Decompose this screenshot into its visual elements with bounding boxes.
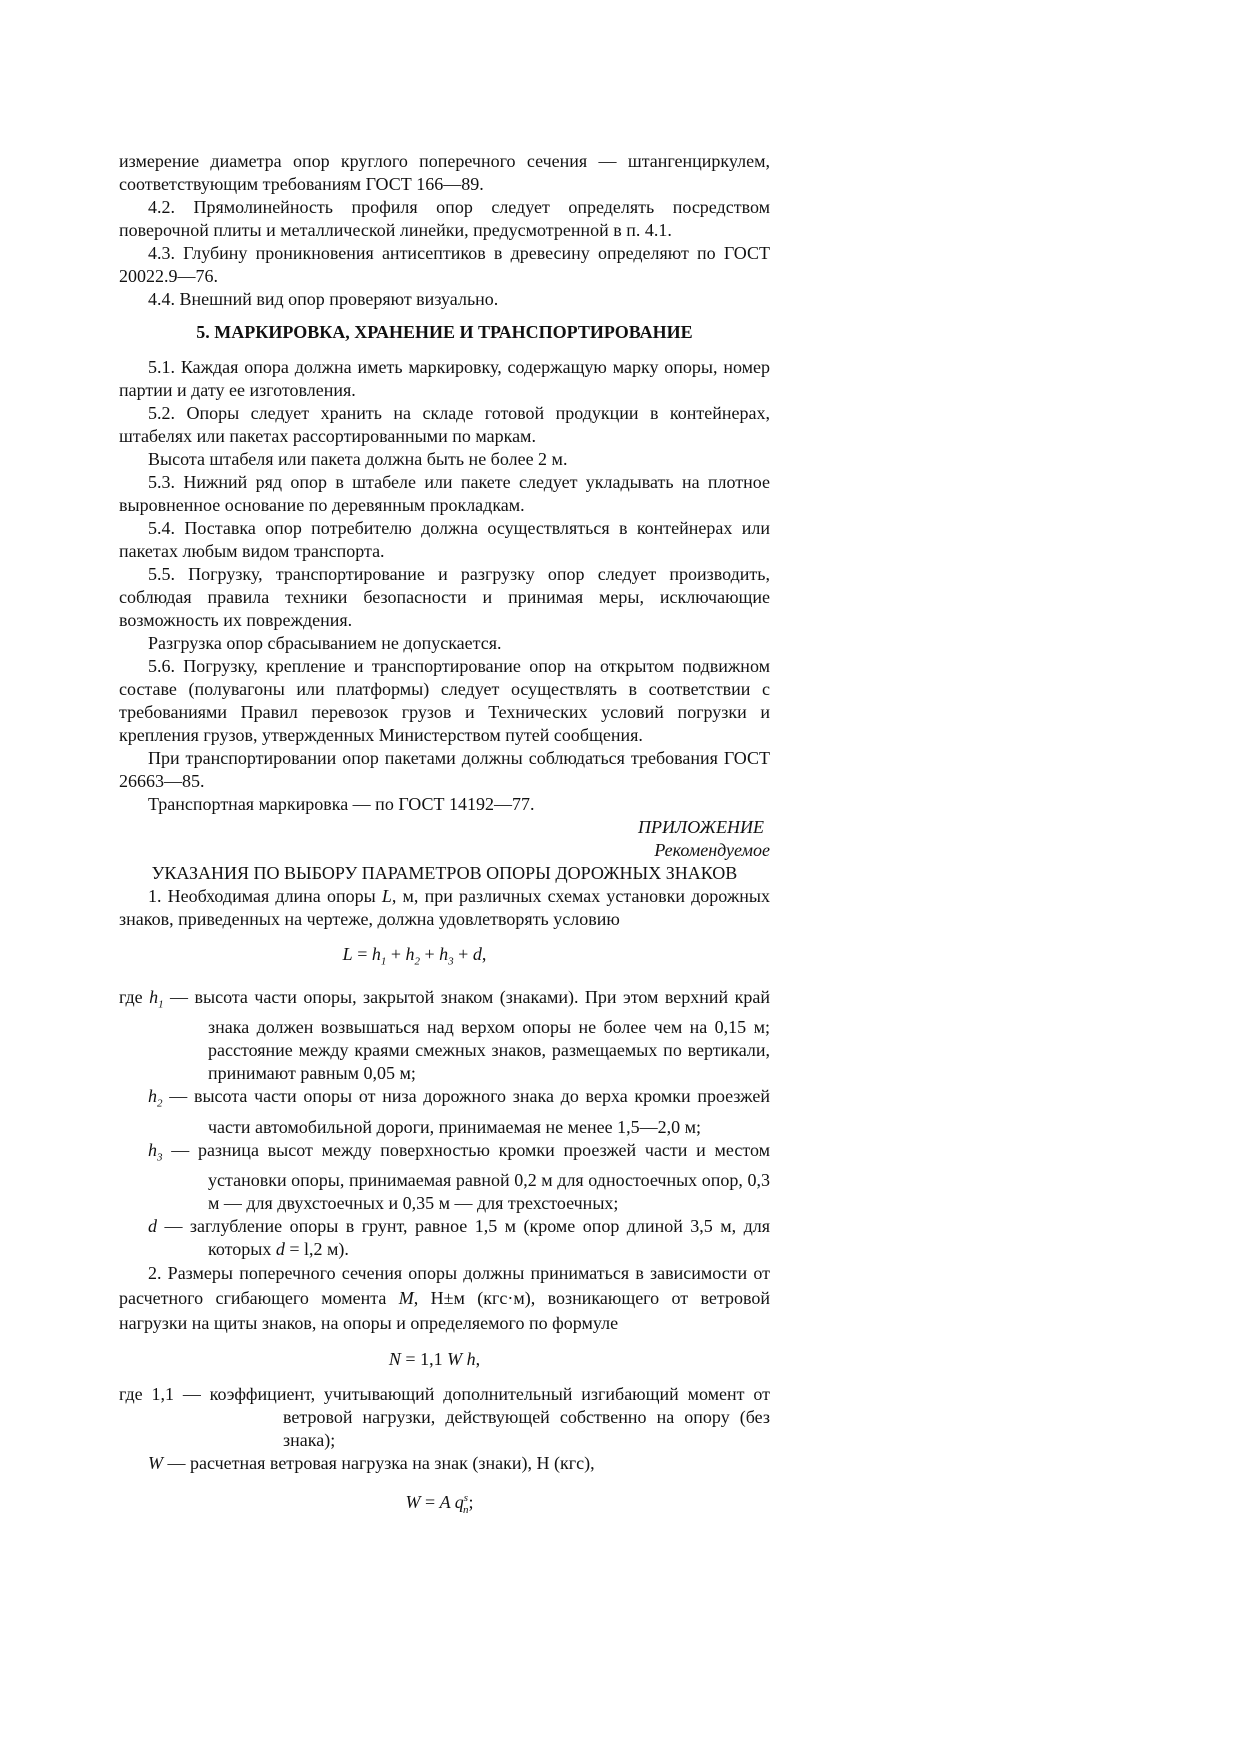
formula-length bbox=[119, 943, 770, 974]
definition-h1 bbox=[119, 986, 770, 1086]
definition-h3-symbol: h bbox=[148, 1139, 157, 1160]
paragraph-5-5-unloading: Разгрузка опор сбрасыванием не допускается. bbox=[148, 633, 502, 653]
definition-h3-subscript: 3 bbox=[157, 1151, 163, 1164]
definition-W-text: — расчетная ветровая нагрузка на знак (знаки), Н (кгс), bbox=[163, 1453, 595, 1474]
annex-status: Рекомендуемое bbox=[654, 840, 770, 860]
paragraph-5-6-packages: При транспортировании опор пакетами должны соблюдаться требования ГОСТ 26663—85. bbox=[119, 748, 770, 791]
definition-where: где bbox=[119, 986, 150, 1007]
formula-symbol-h1: h bbox=[371, 944, 381, 964]
paragraph-5-6-marking: Транспортная маркировка — по ГОСТ 14192—77. bbox=[148, 794, 535, 814]
paragraph-5-2: 5.2. Опоры следует хранить на складе готовой продукции в контейнерах, штабелях или пакетах рассортированными по маркам. bbox=[119, 403, 770, 446]
definition-d-symbol: d bbox=[148, 1216, 157, 1237]
formula-plus-2: + bbox=[420, 944, 440, 964]
formula3-symbol-q: q bbox=[454, 1492, 464, 1513]
paragraph-5-6: 5.6. Погрузку, крепление и транспортирование опор на открытом подвижном составе (полувагоны или платформы) следует осуществлять в соответствии с требованиями Правил перевозок грузов и Технических условий погрузки и крепления грузов, утвержденных Министерством путей сообщения. bbox=[119, 656, 770, 745]
formula2-coefficient: = 1,1 bbox=[400, 1349, 448, 1370]
section-5-title: 5. МАРКИРОВКА, ХРАНЕНИЕ И ТРАНСПОРТИРОВАНИЕ bbox=[196, 322, 693, 342]
definition-h1-subscript: 1 bbox=[158, 998, 164, 1011]
definition-d bbox=[148, 1215, 770, 1261]
paragraph-4-4: 4.4. Внешний вид опор проверяют визуально. bbox=[148, 289, 499, 309]
formula-symbol-d: d bbox=[472, 944, 482, 964]
annex-p1-text-b: , м, при различных схемах установки дорожных знаков, приведенных на чертеже, должна удовлетворять условию bbox=[119, 886, 770, 929]
formula-subscript-1: 1 bbox=[380, 955, 387, 968]
definition-W bbox=[119, 1452, 770, 1475]
definition-W-symbol: W bbox=[148, 1453, 163, 1474]
annex-p2-symbol-M: M bbox=[398, 1288, 414, 1309]
formula-symbol-h3: h bbox=[439, 944, 449, 964]
formula2-symbol-N: N bbox=[388, 1349, 401, 1370]
annex-p1-text-a: 1. Необходимая длина опоры bbox=[148, 886, 382, 906]
definition-coefficient bbox=[119, 1383, 770, 1452]
definition-h2 bbox=[148, 1085, 770, 1139]
formula-moment bbox=[119, 1348, 770, 1371]
formula3-equals: = bbox=[420, 1492, 440, 1513]
formula-subscript-3: 3 bbox=[448, 955, 454, 968]
definition-d-symbol-inline: d bbox=[275, 1239, 285, 1260]
annex-p2-text-b: , Н±м (кгс·м), возникающего от ветровой нагрузки на щиты знаков, на опоры и определяемого по формуле bbox=[119, 1288, 770, 1334]
formula-subscript-2: 2 bbox=[414, 955, 420, 968]
definition2-where: где 1,1 — bbox=[119, 1384, 210, 1405]
formula3-superscript: s bbox=[463, 1492, 469, 1505]
paragraph-5-5: 5.5. Погрузку, транспортирование и разгрузку опор следует производить, соблюдая правила техники безопасности и принимая меры, исключающие возможность их повреждения. bbox=[119, 564, 770, 630]
annex-paragraph-1 bbox=[119, 885, 770, 931]
formula3-subscript: n bbox=[463, 1503, 469, 1516]
document-page bbox=[119, 150, 770, 1534]
formula3-symbol-W: W bbox=[405, 1492, 421, 1513]
paragraph-4-2: 4.2. Прямолинейность профиля опор следует определять посредством поверочной плиты и металлической линейки, предусмотренной в п. 4.1. bbox=[119, 197, 770, 240]
formula-plus-1: + bbox=[386, 944, 406, 964]
annex-label: ПРИЛОЖЕНИЕ bbox=[638, 817, 764, 837]
definition-h1-text: — высота части опоры, закрытой знаком (знаками). При этом верхний край знака должен возвышаться над верхом опоры не более чем на 0,15 м; расстояние между краями смежных знаков, размещаемых по вертикали, принимают равным 0,05 м; bbox=[163, 986, 770, 1084]
formula-plus-3: + bbox=[453, 944, 473, 964]
annex-p2-text-a: 2. Размеры поперечного сечения опоры должны приниматься в зависимости от расчетного сгибающего момента bbox=[119, 1263, 770, 1309]
annex-paragraph-2 bbox=[119, 1261, 770, 1336]
formula2-symbols-Wh: W h bbox=[447, 1349, 476, 1370]
formula-wind-load bbox=[119, 1487, 770, 1522]
paragraph-4-3: 4.3. Глубину проникновения антисептиков в древесину определяют по ГОСТ 20022.9—76. bbox=[119, 243, 770, 286]
formula2-comma: , bbox=[475, 1349, 481, 1370]
formula3-symbol-A: A bbox=[439, 1492, 451, 1513]
formula-symbol-L: L bbox=[342, 944, 353, 964]
definition2-coefficient-text: коэффициент, учитывающий дополнительный изгибающий момент от ветровой нагрузки, действующей собственно на опору (без знака); bbox=[209, 1384, 770, 1451]
formula-equals: = bbox=[352, 944, 372, 964]
paragraph-5-3: 5.3. Нижний ряд опор в штабеле или пакете следует укладывать на плотное выровненное основание по деревянным прокладкам. bbox=[119, 472, 770, 515]
definition-h3 bbox=[148, 1139, 770, 1216]
definition-d-text-a: — заглубление опоры в грунт, равное 1,5 м (кроме опор длиной 3,5 м, для которых bbox=[157, 1216, 770, 1260]
formula-comma: , bbox=[481, 944, 487, 964]
paragraph-5-1: 5.1. Каждая опора должна иметь маркировку, содержащую марку опоры, номер партии и дату ее изготовления. bbox=[119, 357, 770, 400]
definition-h1-symbol: h bbox=[149, 986, 159, 1007]
definition-h2-subscript: 2 bbox=[157, 1097, 163, 1110]
formula-symbol-h2: h bbox=[405, 944, 415, 964]
annex-title: УКАЗАНИЯ ПО ВЫБОРУ ПАРАМЕТРОВ ОПОРЫ ДОРОЖНЫХ ЗНАКОВ bbox=[151, 863, 738, 883]
paragraph-5-2-height: Высота штабеля или пакета должна быть не более 2 м. bbox=[148, 449, 568, 469]
definition-h3-text: — разница высот между поверхностью кромки проезжей части и местом установки опоры, принимаемая равной 0,2 м для одностоечных опор, 0,3 м — для двухстоечных и 0,35 м — для трехстоечных; bbox=[162, 1139, 770, 1214]
annex-p1-symbol-L: L bbox=[381, 886, 392, 906]
paragraph-5-4: 5.4. Поставка опор потребителю должна осуществляться в контейнерах или пакетах любым видом транспорта. bbox=[119, 518, 770, 561]
paragraph-4-1-continued: измерение диаметра опор круглого поперечного сечения — штангенциркулем, соответствующим требованиям ГОСТ 166—89. bbox=[119, 151, 770, 194]
definition-h2-symbol: h bbox=[148, 1086, 157, 1107]
definition-d-text-b: = l,2 м). bbox=[284, 1239, 349, 1260]
definition-h2-text: — высота части опоры от низа дорожного знака до верха кромки проезжей части автомобильной дороги, принимаемая не менее 1,5—2,0 м; bbox=[162, 1086, 770, 1137]
formula3-semicolon: ; bbox=[468, 1492, 474, 1513]
